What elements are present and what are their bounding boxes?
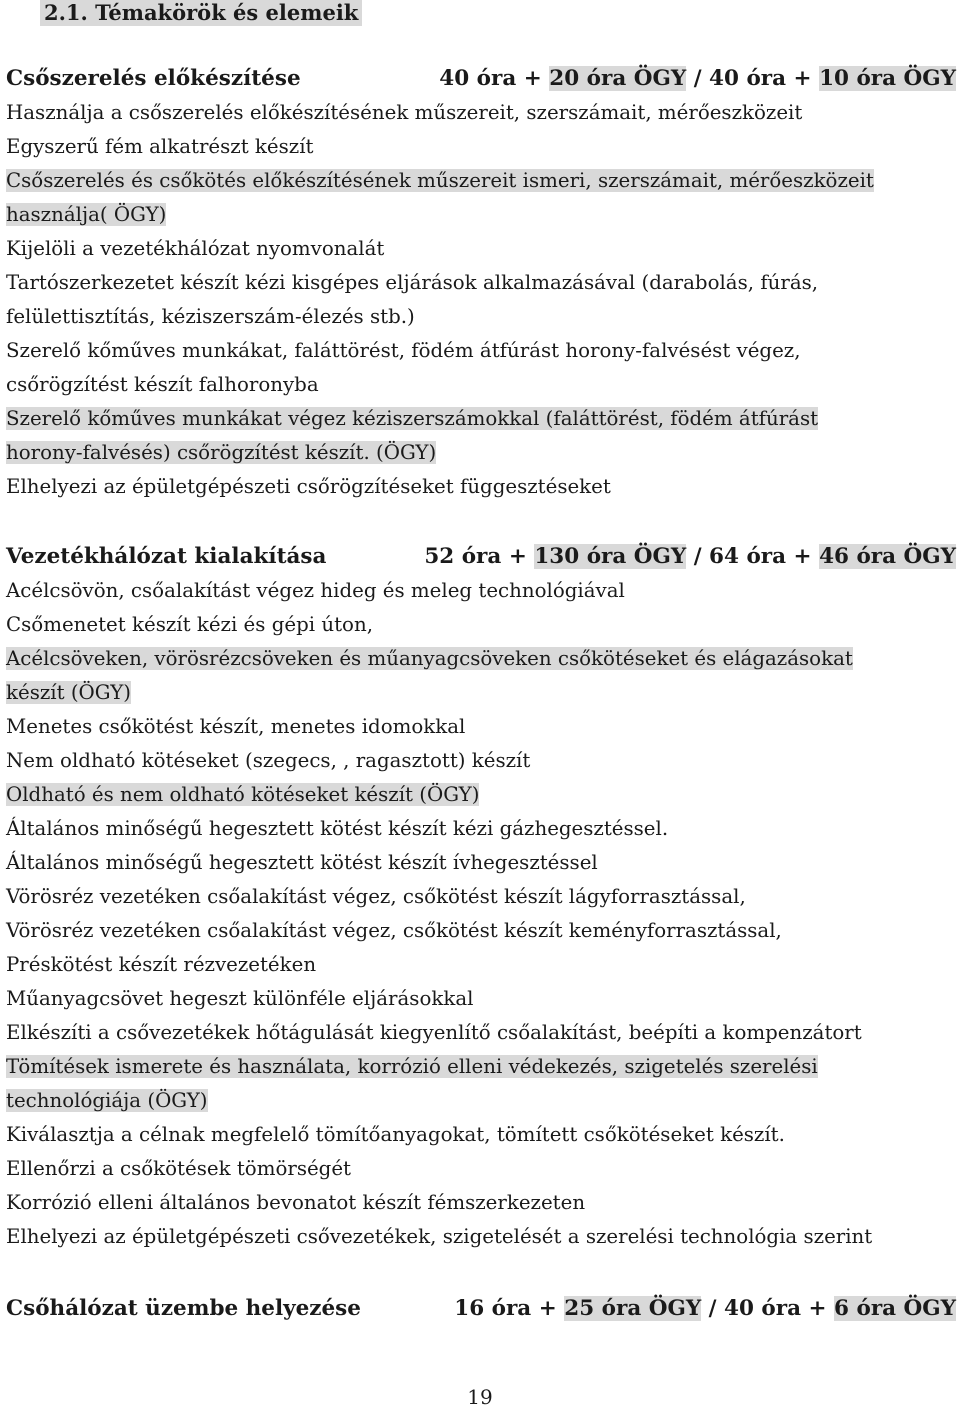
content-line: csőrögzítést készít falhoronyba — [6, 373, 319, 396]
content-line: Ellenőrzi a csőkötések tömörségét — [6, 1157, 352, 1180]
content-line: Vörösréz vezetéken csőalakítást végez, csőkötést készít keményforrasztással, — [6, 919, 782, 942]
content-line: Szerelő kőműves munkákat végez kéziszerszámokkal (faláttörést, födém átfúrást — [6, 407, 819, 430]
content-line: Műanyagcsövet hegeszt különféle eljárásokkal — [6, 987, 474, 1010]
hours-ogy-2: 46 óra ÖGY — [819, 544, 956, 569]
topic-hours: 52 óra + 130 óra ÖGY / 64 óra + 46 óra ÖGY — [424, 544, 956, 569]
content-line: Acélcsövön, csőalakítást végez hideg és meleg technológiával — [6, 579, 625, 602]
content-line: használja( ÖGY) — [6, 203, 167, 226]
hours-ogy: 20 óra ÖGY — [549, 66, 687, 91]
topic-hours: 40 óra + 20 óra ÖGY / 40 óra + 10 óra ÖGY — [439, 66, 956, 91]
topic-block-2 — [6, 540, 956, 1254]
hours-theory: 16 óra — [454, 1296, 532, 1321]
hours-ogy: 25 óra ÖGY — [564, 1296, 702, 1321]
content-line: Kiválasztja a célnak megfelelő tömítőanyagokat, tömített csőkötéseket készít. — [6, 1123, 785, 1146]
hours-ogy-2: 6 óra ÖGY — [834, 1296, 956, 1321]
content-line: készít (ÖGY) — [6, 681, 131, 704]
hours-theory: 52 óra — [424, 544, 502, 569]
content-line: Elkészíti a csővezetékek hőtágulását kiegyenlítő csőalakítást, beépíti a kompenzátort — [6, 1021, 862, 1044]
content-line: Általános minőségű hegesztett kötést készít kézi gázhegesztéssel. — [6, 817, 669, 840]
topic-block-3 — [6, 1292, 956, 1326]
content-line: Vörösréz vezetéken csőalakítást végez, csőkötést készít lágyforrasztással, — [6, 885, 746, 908]
section-heading: 2.1. Témakörök és elemeik — [40, 0, 362, 26]
topic-hours: 16 óra + 25 óra ÖGY / 40 óra + 6 óra ÖGY — [454, 1296, 956, 1321]
hours-ogy: 130 óra ÖGY — [534, 544, 687, 569]
content-line: Csőmenetet készít kézi és gépi úton, — [6, 613, 373, 636]
hours-theory: 40 óra — [439, 66, 517, 91]
content-line: Elhelyezi az épületgépészeti csővezetékek, szigetelését a szerelési technológia szerint — [6, 1225, 873, 1248]
hours-theory-2: 64 óra — [709, 544, 787, 569]
topic-name: Csőszerelés előkészítése — [6, 66, 301, 91]
topic-name: Vezetékhálózat kialakítása — [6, 544, 327, 569]
content-line: Acélcsöveken, vörösrézcsöveken és műanyagcsöveken csőkötéseket és elágazásokat — [6, 647, 853, 670]
content-line: felülettisztítás, kéziszerszám-élezés stb.) — [6, 305, 415, 328]
topic-header — [6, 540, 956, 574]
content-line: Tartószerkezetet készít kézi kisgépes eljárások alkalmazásával (darabolás, fúrás, — [6, 271, 819, 294]
hours-theory-2: 40 óra — [724, 1296, 802, 1321]
content-line: Tömítések ismerete és használata, korrózió elleni védekezés, szigetelés szerelési — [6, 1055, 818, 1078]
content-line: Elhelyezi az épületgépészeti csőrögzítéseket függesztéseket — [6, 475, 611, 498]
content-line: Préskötést készít rézvezetéken — [6, 953, 317, 976]
content-line: Általános minőségű hegesztett kötést készít ívhegesztéssel — [6, 851, 598, 874]
content-line: Csőszerelés és csőkötés előkészítésének műszereit ismeri, szerszámait, mérőeszközeit — [6, 169, 874, 192]
content-line: Oldható és nem oldható kötéseket készít (ÖGY) — [6, 783, 480, 806]
content-line: technológiája (ÖGY) — [6, 1089, 208, 1112]
content-line: horony-falvésés) csőrögzítést készít. (ÖGY) — [6, 441, 437, 464]
hours-theory-2: 40 óra — [709, 66, 787, 91]
content-line: Menetes csőkötést készít, menetes idomokkal — [6, 715, 466, 738]
topic-name: Csőhálózat üzembe helyezése — [6, 1296, 361, 1321]
content-line: Korrózió elleni általános bevonatot készít fémszerkezeten — [6, 1191, 586, 1214]
topic-header — [6, 62, 956, 96]
content-line: Szerelő kőműves munkákat, faláttörést, födém átfúrást horony-falvésést végez, — [6, 339, 801, 362]
page-number: 19 — [467, 1385, 493, 1409]
topic-block-1 — [6, 62, 956, 504]
content-line: Használja a csőszerelés előkészítésének műszereit, szerszámait, mérőeszközeit — [6, 101, 803, 124]
topic-header — [6, 1292, 956, 1326]
content-line: Egyszerű fém alkatrészt készít — [6, 135, 314, 158]
content-line: Nem oldható kötéseket (szegecs, , ragasztott) készít — [6, 749, 531, 772]
content-line: Kijelöli a vezetékhálózat nyomvonalát — [6, 237, 385, 260]
hours-ogy-2: 10 óra ÖGY — [819, 66, 956, 91]
